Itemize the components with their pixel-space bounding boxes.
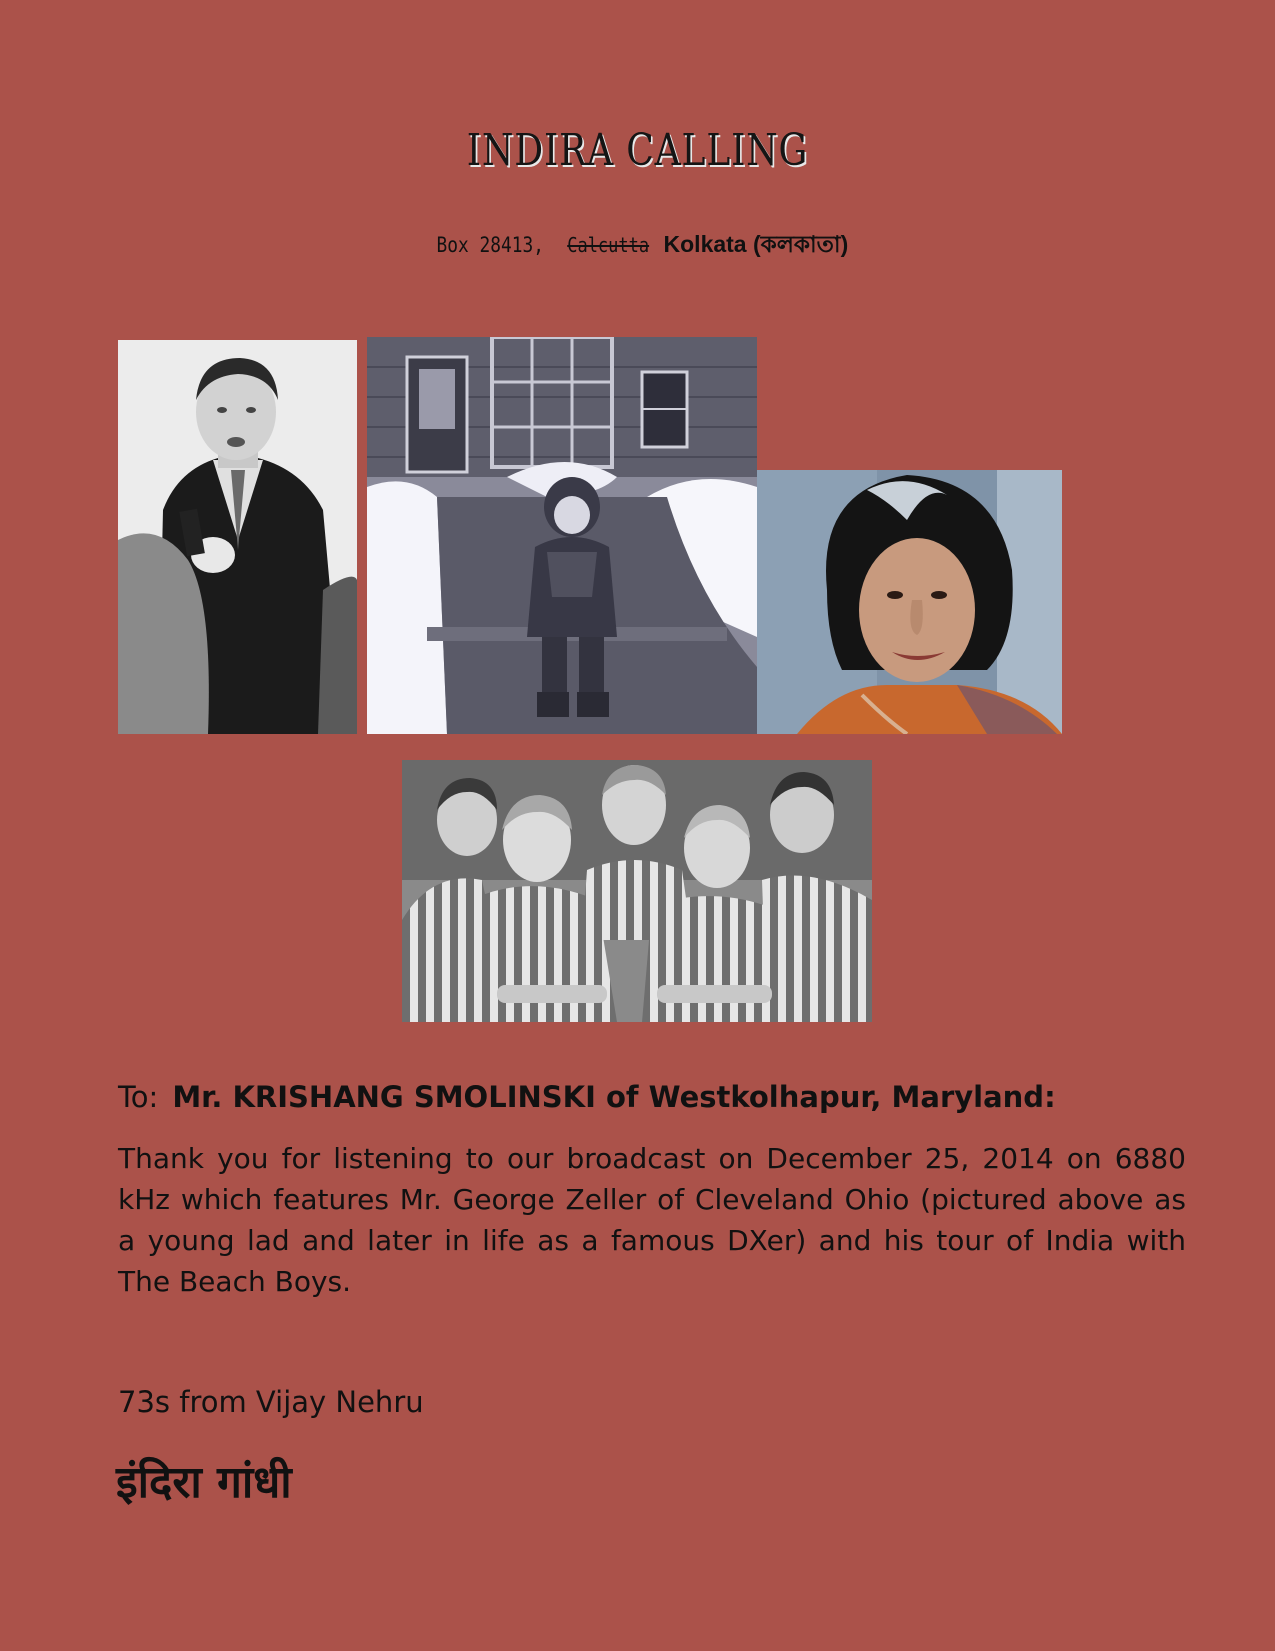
box-number: Box 28413, — [436, 233, 544, 257]
old-city-name: Calcutta — [567, 233, 650, 257]
recipient-line — [118, 1080, 1056, 1114]
to-label: To: — [118, 1080, 159, 1114]
signature-text: इंदिरा गांधी — [116, 1457, 292, 1508]
address-line — [0, 226, 1275, 265]
message-body: Thank you for listening to our broadcast on December 25, 2014 on 6880 kHz which features Mr. George Zeller of Cleveland Ohio (pictured above as a young lad and later in life as a famous DXer) and his tour of India with The Beach Boys. — [118, 1142, 1186, 1298]
new-city-name: Kolkata (কলকাতা) — [663, 231, 849, 257]
page-title: INDIRA CALLING — [466, 125, 809, 176]
man-in-suit-photo — [118, 340, 357, 734]
child-in-snow-photo — [367, 337, 757, 734]
indira-portrait-photo — [757, 470, 1062, 734]
beach-boys-photo — [402, 760, 872, 1022]
recipient-name: Mr. KRISHANG SMOLINSKI of Westkolhapur, Maryland: — [172, 1080, 1056, 1114]
signoff-line: 73s from Vijay Nehru — [118, 1385, 424, 1419]
